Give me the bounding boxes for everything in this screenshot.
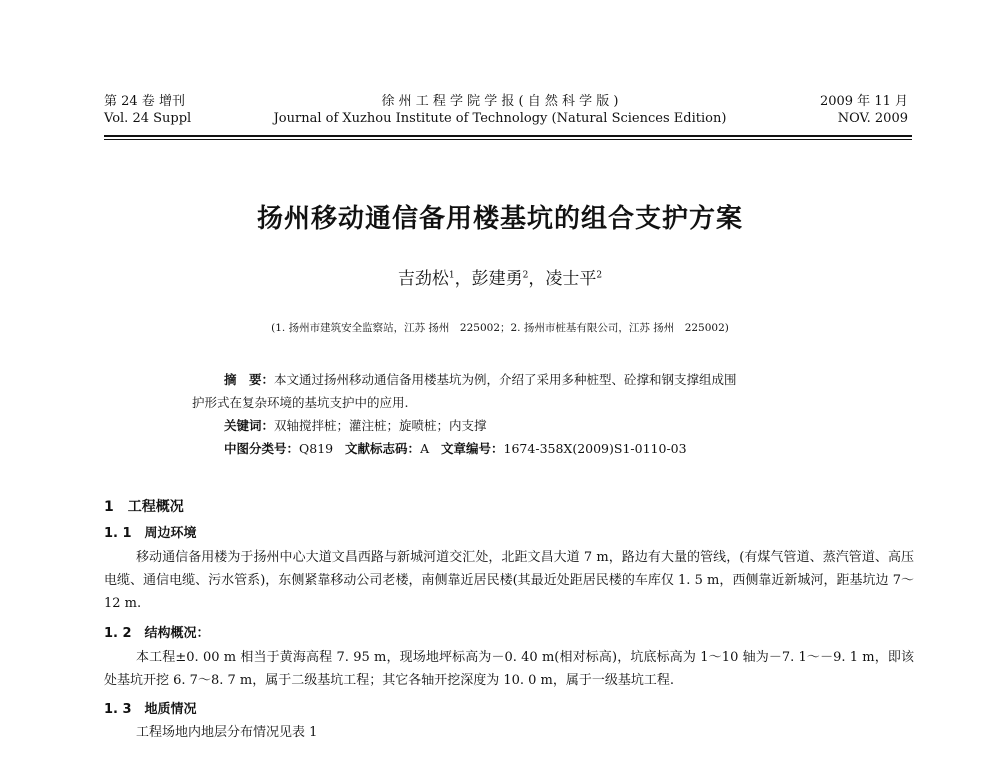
header-rule-thick	[104, 135, 912, 137]
author-name: 凌士平	[545, 269, 597, 289]
article-no-value: 1674-358X(2009)S1-0110-03	[503, 441, 687, 456]
section-heading-1-2: 1. 2 结构概况：	[104, 626, 210, 641]
keywords-label: 关键词：	[224, 418, 275, 433]
paragraph-text: 工程场地内地层分布情况见表 1	[136, 725, 318, 740]
header-volume-cn: 第 24 卷 增刊	[104, 94, 185, 109]
abstract-label: 摘 要：	[224, 372, 275, 387]
author-separator: ，	[454, 269, 472, 289]
paragraph-text: 本工程±0. 00 m 相当于黄海高程 7. 95 m，现场地坪标高为－0. 40 m(相对标高)，坑底标高为 1～10 轴为－7. 1～－9. 1 m，即该处基坑开挖 6. 7～8. 7 m，属于二级基坑工程；其它各轴开挖深度为 10. 0 m，属于一级基坑工程.	[104, 650, 914, 688]
affiliations: (1. 扬州市建筑安全监察站，江苏 扬州 225002；2. 扬州市桩基有限公司，江苏 扬州 225002)	[271, 322, 729, 334]
paragraph-surroundings	[104, 546, 914, 615]
author-name: 彭建勇	[471, 269, 523, 289]
section-heading-1-1: 1. 1 周边环境	[104, 526, 197, 541]
header-rule-thin	[104, 139, 912, 140]
clc-value: Q819	[299, 441, 334, 456]
paper-title: 扬州移动通信备用楼基坑的组合支护方案	[256, 204, 743, 234]
author-separator: ，	[528, 269, 546, 289]
header-journal-cn: 徐 州 工 程 学 院 学 报 ( 自 然 科 学 版 )	[381, 94, 619, 109]
paragraph-text: 移动通信备用楼为于扬州中心大道文昌西路与新城河道交汇处，北距文昌大道 7 m，路边有大量的管线，(有煤气管道、蒸汽管道、高压电缆、通信电缆、污水管系)，东侧紧靠移动公司老楼，南侧靠近居民楼(其最近处距居民楼的车库仅 1. 5 m，西侧靠近新城河，距基坑边 7～12 m.	[104, 550, 914, 611]
doc-code-label: 文献标志码：	[345, 441, 421, 456]
keywords: 双轴搅拌桩；灌注桩；旋喷桩；内支撑	[274, 418, 487, 433]
author-affil-mark: 2	[522, 270, 529, 281]
author-name: 吉劲松	[397, 269, 449, 289]
paragraph-structure	[104, 646, 914, 692]
header-date	[820, 93, 908, 127]
header-date-en: NOV. 2009	[837, 111, 908, 126]
doc-code-value: A	[420, 441, 430, 456]
abstract-text-1: 本文通过扬州移动通信备用楼基坑为例，介绍了采用多种桩型、砼撑和钢支撑组成围	[274, 372, 737, 387]
article-no-label: 文章编号：	[441, 441, 504, 456]
header-journal-en: Journal of Xuzhou Institute of Technology (Natural Sciences Edition)	[273, 111, 727, 126]
author-affil-mark: 1	[448, 270, 455, 281]
section-heading-1-3: 1. 3 地质情况	[104, 702, 197, 717]
header-volume-en: Vol. 24 Suppl	[104, 111, 192, 126]
abstract-block	[192, 368, 832, 460]
section-heading-1: 1 工程概况	[104, 499, 184, 515]
abstract-text-2: 护形式在复杂环境的基坑支护中的应用.	[192, 395, 409, 410]
author-affil-mark: 2	[596, 270, 603, 281]
clc-label: 中图分类号：	[224, 441, 300, 456]
author-list	[0, 264, 1000, 289]
header-date-cn: 2009 年 11 月	[819, 94, 908, 109]
paragraph-geology	[104, 721, 914, 744]
